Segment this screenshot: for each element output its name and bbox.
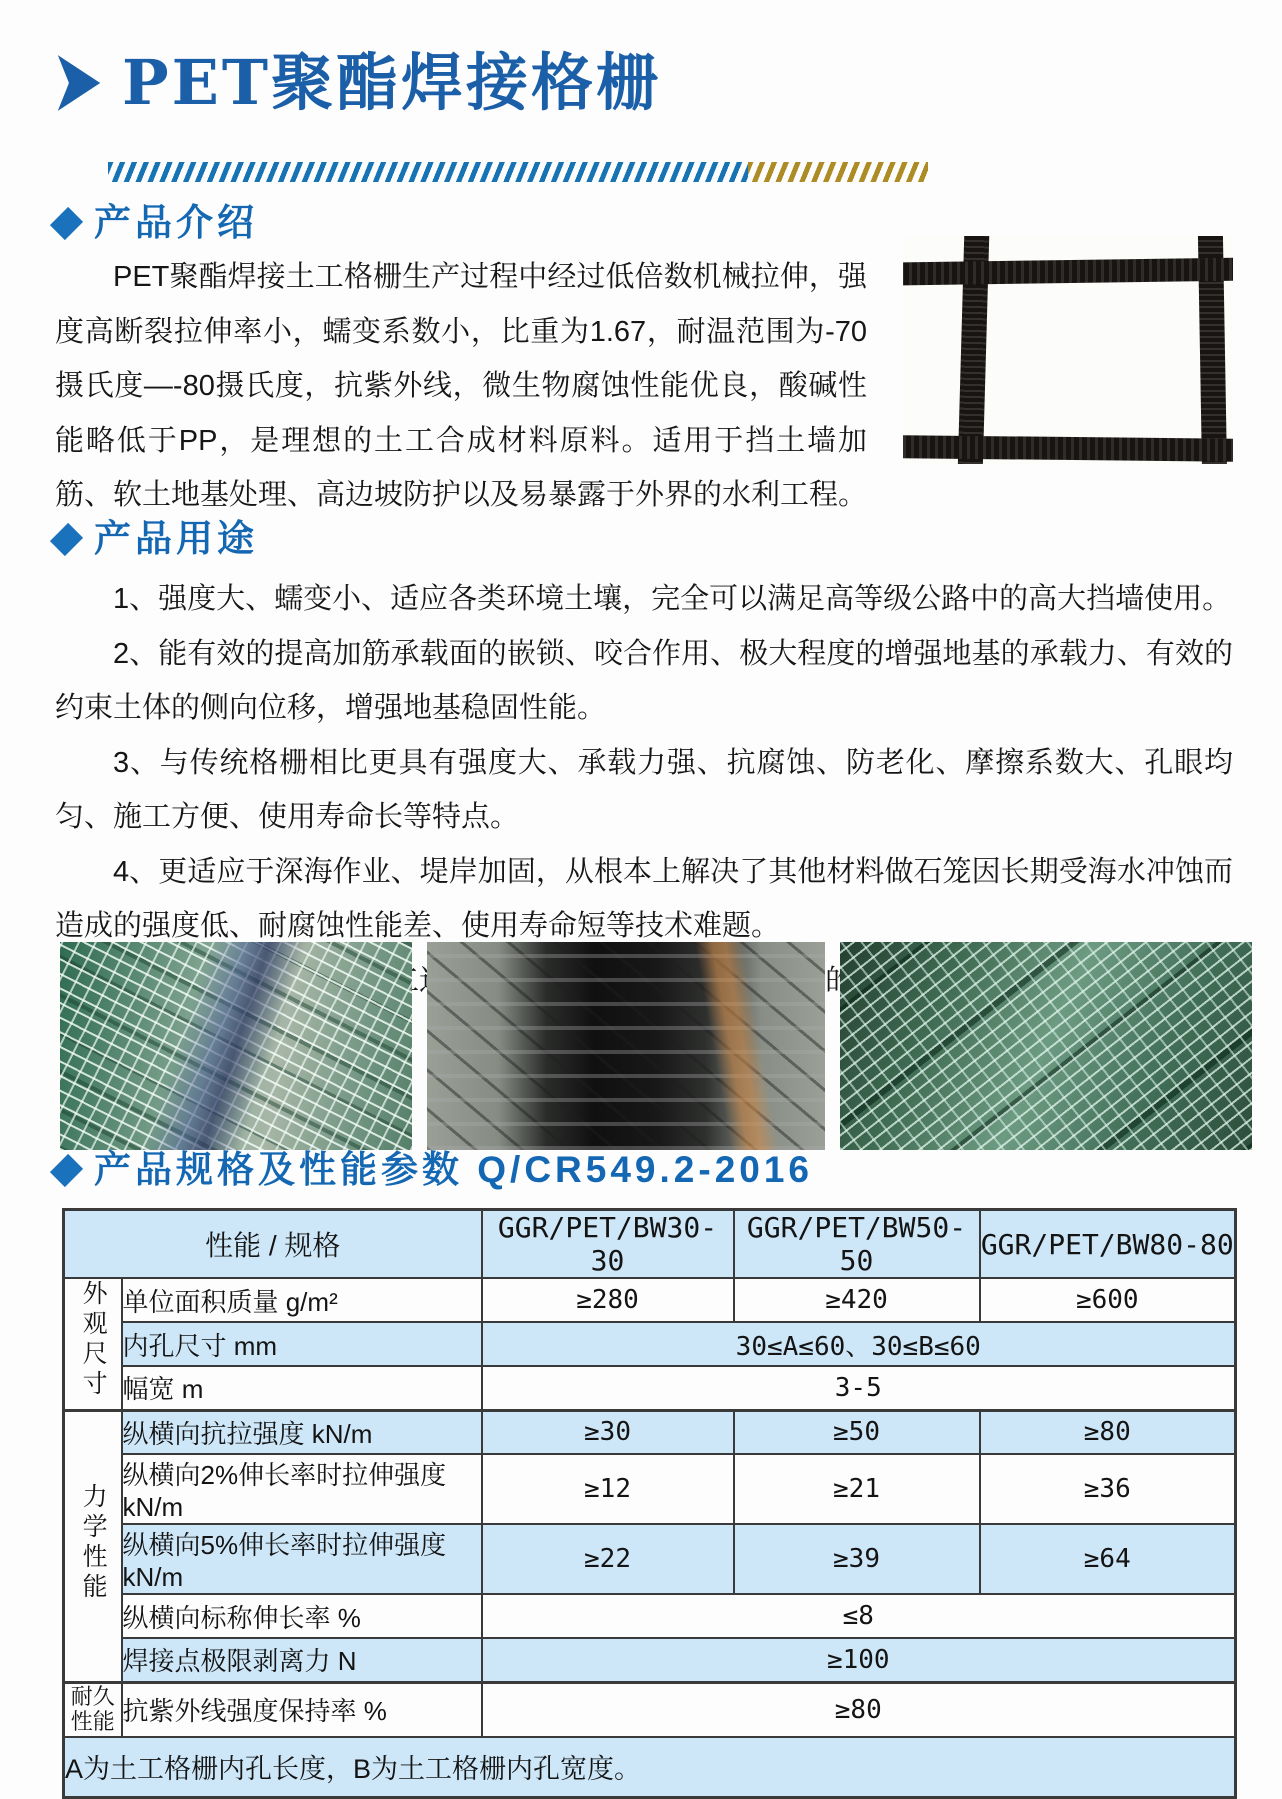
merged-value-cell: 30≤A≤60、30≤B≤60 <box>482 1322 1236 1366</box>
specs-heading: 产品规格及性能参数 Q/CR549.2-2016 <box>94 1149 814 1190</box>
table-row <box>64 1454 1236 1524</box>
table-row <box>64 1594 1236 1638</box>
value-cell: ≥36 <box>980 1454 1236 1524</box>
section-heading-specs <box>55 1150 813 1191</box>
value-cell: ≥12 <box>482 1454 734 1524</box>
spec-table <box>62 1208 1237 1799</box>
table-row <box>64 1410 1236 1454</box>
table-header-cell: GGR/PET/BW80-80 <box>980 1210 1236 1279</box>
row-label-cell: 纵横向标称伸长率 % <box>122 1594 482 1638</box>
table-header-cell: 性能 / 规格 <box>64 1210 482 1279</box>
title-divider <box>108 162 928 182</box>
usage-heading: 产品用途 <box>94 518 258 559</box>
group-label: 力学性能 <box>79 1482 108 1603</box>
row-label-cell: 纵横向2%伸长率时拉伸强度 kN/m <box>122 1454 482 1524</box>
section-heading-intro <box>55 203 258 244</box>
divider-gold-stripes <box>748 162 928 182</box>
row-label-cell: 焊接点极限剥离力 N <box>122 1638 482 1682</box>
value-cell: ≥39 <box>734 1524 980 1594</box>
group-label: 外观尺寸 <box>79 1280 108 1401</box>
group-cell <box>64 1278 122 1410</box>
group-cell <box>64 1682 122 1737</box>
table-row <box>64 1524 1236 1594</box>
photo-green-geogrid-mesh <box>60 942 412 1150</box>
row-label-cell: 抗紫外线强度保持率 % <box>122 1682 482 1737</box>
value-cell: ≥30 <box>482 1410 734 1454</box>
table-row <box>64 1322 1236 1366</box>
photo-green-geogrid-rolls <box>840 942 1252 1150</box>
group-label: 耐久性能 <box>70 1683 115 1734</box>
value-cell: ≥80 <box>980 1410 1236 1454</box>
row-label-cell: 单位面积质量 g/m² <box>122 1278 482 1322</box>
diamond-bullet-icon <box>50 207 83 240</box>
value-cell: ≥21 <box>734 1454 980 1524</box>
merged-value-cell: ≥100 <box>482 1638 1236 1682</box>
intro-product-photo <box>903 236 1233 464</box>
geogrid-horizontal-rib <box>903 258 1233 286</box>
intro-paragraph: PET聚酯焊接土工格栅生产过程中经过低倍数机械拉伸，强度高断裂拉伸率小，蠕变系数小，比重为1.67，耐温范围为-70摄氏度—-80摄氏度，抗紫外线，微生物腐蚀性能优良，酸碱性能略低于PP，是理想的土工合成材料原料。适用于挡土墙加筋、软土地基处理、高边坡防护以及易暴露于外界的水利工程。 <box>55 261 868 512</box>
value-cell: ≥22 <box>482 1524 734 1594</box>
spec-table-header-row <box>64 1210 1236 1279</box>
value-cell: ≥420 <box>734 1278 980 1322</box>
row-label-cell: 纵横向5%伸长率时拉伸强度 kN/m <box>122 1524 482 1594</box>
row-label-cell: 幅宽 m <box>122 1366 482 1410</box>
table-row <box>64 1638 1236 1682</box>
intro-body <box>55 250 1233 523</box>
diamond-bullet-icon <box>50 523 83 556</box>
usage-item: 2、能有效的提高加筋承载面的嵌锁、咬合作用、极大程度的增强地基的承载力、有效的约束土体的侧向位移，增强地基稳固性能。 <box>55 637 1233 725</box>
photo-black-geogrid-roll <box>427 942 825 1150</box>
page-title-row <box>56 46 662 119</box>
divider-blue-stripes <box>108 162 748 182</box>
product-photo-strip <box>60 942 1252 1150</box>
row-label-cell: 内孔尺寸 mm <box>122 1322 482 1366</box>
value-cell: ≥280 <box>482 1278 734 1322</box>
usage-item: 3、与传统格栅相比更具有强度大、承载力强、抗腐蚀、防老化、摩擦系数大、孔眼均匀、施工方便、使用寿命长等特点。 <box>55 746 1233 834</box>
table-header-cell: GGR/PET/BW30-30 <box>482 1210 734 1279</box>
merged-value-cell: ≤8 <box>482 1594 1236 1638</box>
value-cell: ≥50 <box>734 1410 980 1454</box>
merged-value-cell: ≥80 <box>482 1682 1236 1737</box>
value-cell: ≥64 <box>980 1524 1236 1594</box>
table-row <box>64 1366 1236 1410</box>
merged-value-cell: 3-5 <box>482 1366 1236 1410</box>
intro-heading: 产品介绍 <box>94 202 258 243</box>
page-title: PET聚酯焊接格栅 <box>122 46 662 119</box>
table-header-cell: GGR/PET/BW50-50 <box>734 1210 980 1279</box>
group-cell <box>64 1410 122 1682</box>
usage-item: 4、更适应于深海作业、堤岸加固，从根本上解决了其他材料做石笼因长期受海水冲蚀而造成的强度低、耐腐蚀性能差、使用寿命短等技术难题。 <box>55 855 1233 943</box>
section-heading-usage <box>55 519 258 560</box>
spec-table-body <box>64 1210 1236 1798</box>
geogrid-horizontal-rib <box>903 435 1233 462</box>
value-cell: ≥600 <box>980 1278 1236 1322</box>
table-note-row <box>64 1737 1236 1798</box>
note-cell: A为土工格栅内孔长度，B为土工格栅内孔宽度。 <box>64 1737 1236 1798</box>
table-row <box>64 1278 1236 1322</box>
diamond-bullet-icon <box>50 1154 83 1187</box>
usage-item: 1、强度大、蠕变小、适应各类环境土壤，完全可以满足高等级公路中的高大挡墙使用。 <box>113 583 1232 615</box>
title-arrow-icon <box>56 54 102 112</box>
row-label-cell: 纵横向抗拉强度 kN/m <box>122 1410 482 1454</box>
table-row <box>64 1682 1236 1737</box>
